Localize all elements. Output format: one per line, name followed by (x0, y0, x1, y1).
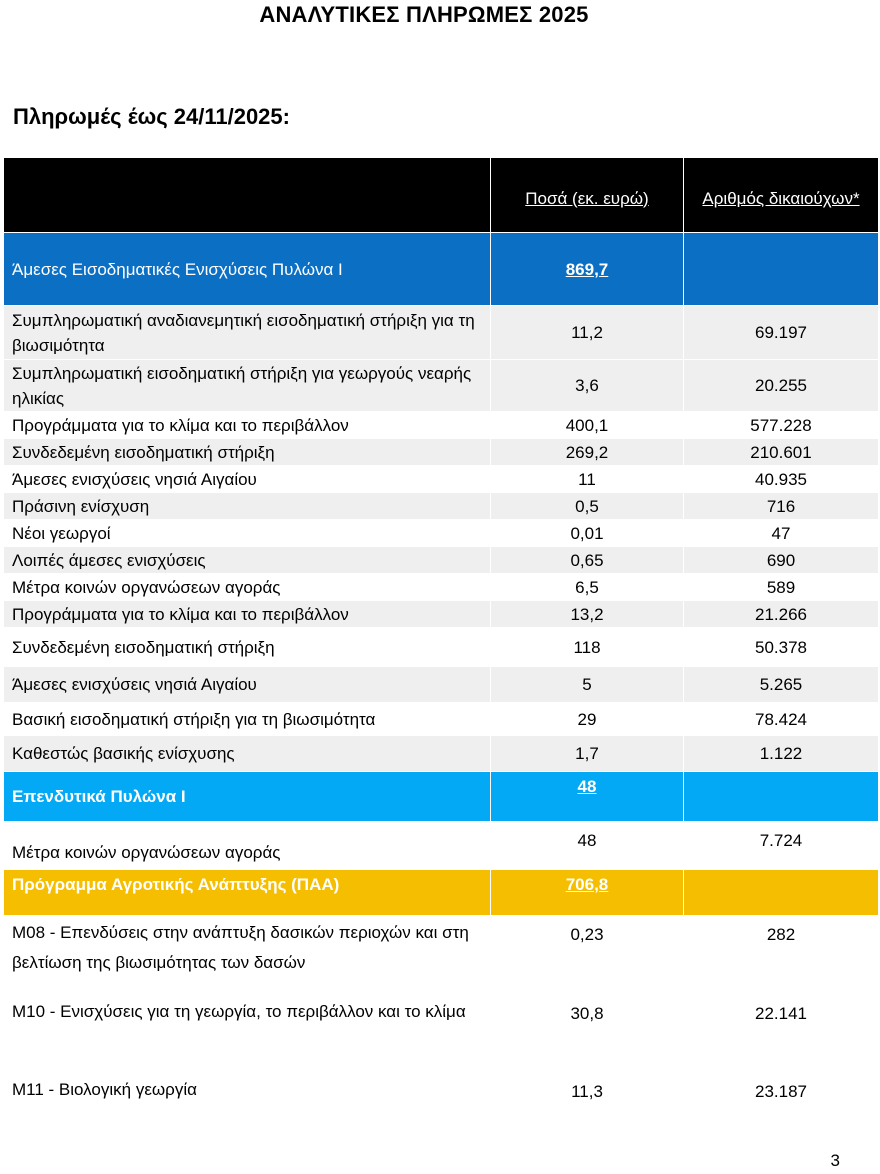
row-beneficiaries: 21.266 (684, 601, 879, 628)
row-amount: 118 (491, 628, 684, 667)
row-beneficiaries: 69.197 (684, 306, 879, 360)
table-row (4, 360, 879, 412)
table-row (4, 466, 879, 493)
table-row (4, 547, 879, 574)
row-amount: 1,7 (491, 736, 684, 772)
section-amount: 48 (491, 772, 684, 822)
row-label: Συμπληρωματική αναδιανεμητική εισοδηματική στήριξη για τη βιωσιμότητα (4, 306, 491, 360)
header-beneficiaries: Αριθμός δικαιούχων* (684, 158, 879, 233)
row-beneficiaries: 22.141 (684, 995, 879, 1073)
row-label: Μ08 - Επενδύσεις στην ανάπτυξη δασικών περιοχών και στη βελτίωση της βιωσιμότητας των δασών (4, 916, 491, 995)
row-label: Προγράμματα για το κλίμα και το περιβάλλον (4, 412, 491, 439)
section-amount: 706,8 (491, 870, 684, 916)
table-header-row (4, 158, 879, 233)
table-row (4, 628, 879, 667)
table-row (4, 520, 879, 547)
section-row-investments (4, 772, 879, 822)
row-label: Νέοι γεωργοί (4, 520, 491, 547)
table-row (4, 736, 879, 772)
row-beneficiaries: 7.724 (684, 822, 879, 870)
page-number: 3 (830, 1151, 840, 1170)
row-label: Προγράμματα για το κλίμα και το περιβάλλον (4, 601, 491, 628)
row-amount: 13,2 (491, 601, 684, 628)
header-amount: Ποσά (εκ. ευρώ) (491, 158, 684, 233)
row-amount: 0,01 (491, 520, 684, 547)
row-beneficiaries: 577.228 (684, 412, 879, 439)
row-beneficiaries: 716 (684, 493, 879, 520)
row-label: Συνδεδεμένη εισοδηματική στήριξη (4, 628, 491, 667)
row-amount: 11,3 (491, 1073, 684, 1121)
row-amount: 48 (491, 822, 684, 870)
table-row (4, 439, 879, 466)
row-label: Συνδεδεμένη εισοδηματική στήριξη (4, 439, 491, 466)
row-label: Άμεσες ενισχύσεις νησιά Αιγαίου (4, 466, 491, 493)
row-label: Μ10 - Ενισχύσεις για τη γεωργία, το περιβάλλον και το κλίμα (4, 995, 491, 1073)
table-row (4, 493, 879, 520)
row-amount: 11,2 (491, 306, 684, 360)
row-amount: 0,23 (491, 916, 684, 995)
row-label: Λοιπές άμεσες ενισχύσεις (4, 547, 491, 574)
section-empty-cell (684, 870, 879, 916)
table-row (4, 703, 879, 736)
document-title: ΑΝΑΛΥΤΙΚΕΣ ΠΛΗΡΩΜΕΣ 2025 (259, 2, 589, 27)
section-empty-cell (684, 233, 879, 306)
payments-date-heading: Πληρωμές έως 24/11/2025: (13, 104, 290, 129)
row-amount: 6,5 (491, 574, 684, 601)
table-row (4, 412, 879, 439)
section-title: Πρόγραμμα Αγροτικής Ανάπτυξης (ΠΑΑ) (4, 870, 491, 916)
row-beneficiaries: 78.424 (684, 703, 879, 736)
row-amount: 5 (491, 667, 684, 703)
row-beneficiaries: 40.935 (684, 466, 879, 493)
row-label: Βασική εισοδηματική στήριξη για τη βιωσιμότητα (4, 703, 491, 736)
row-amount: 400,1 (491, 412, 684, 439)
row-amount: 0,65 (491, 547, 684, 574)
row-label: Άμεσες ενισχύσεις νησιά Αιγαίου (4, 667, 491, 703)
row-amount: 269,2 (491, 439, 684, 466)
row-amount: 29 (491, 703, 684, 736)
row-label: Μέτρα κοινών οργανώσεων αγοράς (4, 822, 491, 870)
payments-table (3, 157, 879, 1121)
row-beneficiaries: 23.187 (684, 1073, 879, 1121)
table-row (4, 995, 879, 1073)
row-amount: 0,5 (491, 493, 684, 520)
table-row (4, 574, 879, 601)
row-amount: 11 (491, 466, 684, 493)
row-beneficiaries: 282 (684, 916, 879, 995)
row-beneficiaries: 47 (684, 520, 879, 547)
row-amount: 3,6 (491, 360, 684, 412)
row-label: Καθεστώς βασικής ενίσχυσης (4, 736, 491, 772)
row-beneficiaries: 690 (684, 547, 879, 574)
table-row (4, 1073, 879, 1121)
row-beneficiaries: 1.122 (684, 736, 879, 772)
row-label: Συμπληρωματική εισοδηματική στήριξη για γεωργούς νεαρής ηλικίας (4, 360, 491, 412)
section-row-direct-payments (4, 233, 879, 306)
row-beneficiaries: 589 (684, 574, 879, 601)
row-beneficiaries: 20.255 (684, 360, 879, 412)
table-row (4, 601, 879, 628)
row-label: Μέτρα κοινών οργανώσεων αγοράς (4, 574, 491, 601)
row-label: Πράσινη ενίσχυση (4, 493, 491, 520)
table-row (4, 822, 879, 870)
section-title: Επενδυτικά Πυλώνα Ι (4, 772, 491, 822)
table-row (4, 667, 879, 703)
section-title: Άμεσες Εισοδηματικές Ενισχύσεις Πυλώνα Ι (4, 233, 491, 306)
header-empty-cell (4, 158, 491, 233)
row-amount: 30,8 (491, 995, 684, 1073)
section-amount: 869,7 (491, 233, 684, 306)
row-label: Μ11 - Βιολογική γεωργία (4, 1073, 491, 1121)
row-beneficiaries: 50.378 (684, 628, 879, 667)
row-beneficiaries: 210.601 (684, 439, 879, 466)
table-row (4, 916, 879, 995)
table-row (4, 306, 879, 360)
section-row-rural-development (4, 870, 879, 916)
section-empty-cell (684, 772, 879, 822)
row-beneficiaries: 5.265 (684, 667, 879, 703)
